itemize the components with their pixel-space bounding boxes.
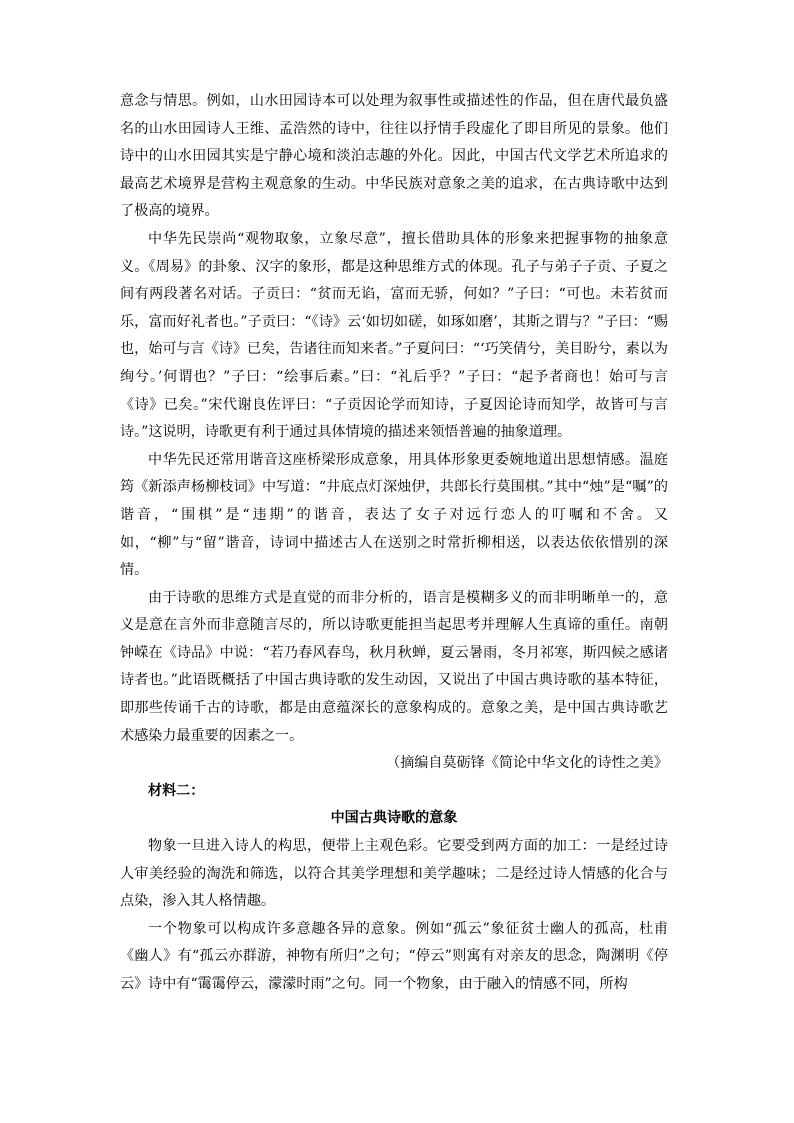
material-two-paragraph-2: 一个物象可以构成许多意趣各异的意象。例如“孤云”象征贫士幽人的孤高，杜甫《幽人》有“孤云亦群游，神物有所归”之句；“停云”则寓有对亲友的思念，陶渊明《停云》诗中有“霭霭停云，濛濛时雨”之句。同一个物象，由于融入的情感不同，所构 [120,920,668,992]
material-two-label: 材料二： [148,782,205,799]
material-two-paragraph-1: 物象一旦进入诗人的构思，便带上主观色彩。它要受到两方面的加工：一是经过诗人审美经验的淘洗和筛选，以符合其美学理想和美学趣味；二是经过诗人情感的化合与点染，渗入其人格情趣。 [120,838,668,910]
material-one-paragraph-3: 中华先民还常用谐音这座桥梁形成意象，用具体形象更委婉地道出思想情感。温庭筠《新添声杨柳枝词》中写道：“井底点灯深烛伊，共郎长行莫围棋。”其中“烛”是“嘱”的谐音，“围棋”是“违期”的谐音，表达了女子对远行恋人的叮嘱和不舍。又如，“柳”与“留”谐音，诗词中描述古人在送别之时常折柳相送，以表达依依惜别的深情。 [120,451,668,579]
document-page [120,88,668,999]
material-one-source: （摘编自莫砺锋《简论中华文化的诗性之美》 [386,755,668,772]
material-one-paragraph-2: 中华先民崇尚“观物取象，立象尽意”，擅长借助具体的形象来把握事物的抽象意义。《周易》的卦象、汉字的象形，都是这种思维方式的体现。孔子与弟子子贡、子夏之间有两段著名对话。子贡曰：“贫而无谄，富而无骄，何如？”子曰：“可也。未若贫而乐，富而好礼者也。”子贡曰：“《诗》云‘如切如磋，如琢如磨’，其斯之谓与？”子曰：“赐也，始可与言《诗》已矣，告诸往而知来者。”子夏问曰：“‘巧笑倩兮，美目盼兮，素以为绚兮。’何谓也？”子曰：“绘事后素。”曰：“礼后乎？”子曰：“起予者商也！始可与言《诗》已矣。”宋代谢良佐评曰：“子贡因论学而知诗，子夏因论诗而知学，故皆可与言诗。”这说明，诗歌更有利于通过具体情境的描述来领悟普遍的抽象道理。 [120,230,668,441]
material-two-title: 中国古典诗歌的意象 [330,810,458,827]
material-one-paragraph-4: 由于诗歌的思维方式是直觉的而非分析的，语言是模糊多义的而非明晰单一的，意义是意在言外而非意随言尽的，所以诗歌更能担当起思考并理解人生真谛的重任。南朝钟嵘在《诗品》中说：“若乃春风春鸟，秋月秋蝉，夏云暑雨，冬月祁寒，斯四候之感诸诗者也。”此语既概括了中国古典诗歌的发生动因，又说出了中国古典诗歌的基本特征，即那些传诵千古的诗歌，都是由意蕴深长的意象构成的。意象之美，是中国古典诗歌艺术感染力最重要的因素之一。 [120,589,668,744]
material-one-paragraph-1: 意念与情思。例如，山水田园诗本可以处理为叙事性或描述性的作品，但在唐代最负盛名的山水田园诗人王维、孟浩然的诗中，往往以抒情手段虚化了即目所见的景象。他们诗中的山水田园其实是宁静心境和淡泊志趣的外化。因此，中国古代文学艺术所追求的最高艺术境界是营构主观意象的生动。中华民族对意象之美的追求，在古典诗歌中达到了极高的境界。 [120,93,668,220]
